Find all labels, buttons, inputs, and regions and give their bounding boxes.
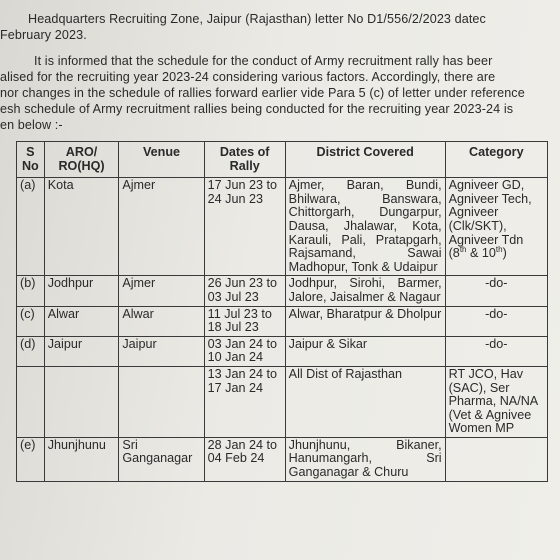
intro-line-2: February 2023. [0,28,87,42]
cell-category: -do- [445,306,547,336]
cell-aro: Kota [44,178,119,276]
cell-aro [44,366,119,437]
cell-aro: Jaipur [44,336,119,366]
cell-sno: (a) [17,178,45,276]
intro-line-1: Headquarters Recruiting Zone, Jaipur (Rajasthan) letter No D1/556/2/2023 datec [28,12,486,26]
cell-category: RT JCO, Hav (SAC), Ser Pharma, NA/NA (Vet & Agnivee Women MP [445,366,547,437]
intro-line-3: It is informed that the schedule for the conduct of Army recruitment rally has beer [34,54,493,68]
cell-aro: Jhunjhunu [44,437,119,481]
table-row [17,178,548,276]
cell-district: Alwar, Bharatpur & Dholpur [285,306,445,336]
cell-district: Ajmer, Baran, Bundi, Bhilwara, Banswara, Chittorgarh, Dungarpur, Dausa, Jhalawar, Kota, Karauli, Pali, Pratapgarh, Rajsamand, Sawai Madhopur, Tonk & Udaipur [285,178,445,276]
cell-venue: Jaipur [119,336,204,366]
table-header-row [17,142,548,178]
intro-line-6: esh schedule of Army recruitment rallies being conducted for the recruiting year 2023-24 is [0,102,514,116]
cell-category: -do- [445,336,547,366]
cell-dates: 17 Jun 23 to 24 Jun 23 [204,178,285,276]
table-row [17,437,548,481]
cell-sno [17,366,45,437]
intro-line-5: nor changes in the schedule of rallies forward earlier vide Para 5 (c) of letter under reference [0,86,525,100]
header-dates: Dates of Rally [204,142,285,178]
cell-dates: 26 Jun 23 to 03 Jul 23 [204,276,285,306]
table-row [17,336,548,366]
cell-category [445,178,547,276]
cell-district: Jhunjhunu, Bikaner, Hanumangarh, Sri Ganganagar & Churu [285,437,445,481]
table-row [17,366,548,437]
cell-sno: (c) [17,306,45,336]
header-sno: S No [17,142,45,178]
table-row [17,306,548,336]
cell-sno: (d) [17,336,45,366]
cell-sno: (b) [17,276,45,306]
header-aro: ARO/ RO(HQ) [44,142,119,178]
cell-dates: 28 Jan 24 to 04 Feb 24 [204,437,285,481]
cell-venue: Ajmer [119,178,204,276]
cell-dates: 03 Jan 24 to 10 Jan 24 [204,336,285,366]
cell-dates: 13 Jan 24 to 17 Jan 24 [204,366,285,437]
cell-venue: Sri Ganganagar [119,437,204,481]
cell-venue [119,366,204,437]
cell-aro: Jodhpur [44,276,119,306]
header-venue: Venue [119,142,204,178]
cell-category [445,437,547,481]
intro-line-7: en below :- [0,118,63,132]
cell-venue: Ajmer [119,276,204,306]
cell-district: All Dist of Rajasthan [285,366,445,437]
cell-venue: Alwar [119,306,204,336]
category-tdn-classes: (8th & 10th) [448,244,507,261]
category-text: Agniveer GD, Agniveer Tech, Agniveer (Clk/SKT), Agniveer Tdn [448,178,532,247]
header-category: Category [445,142,547,178]
header-district: District Covered [285,142,445,178]
cell-category: -do- [445,276,547,306]
rally-schedule-table [16,141,548,482]
cell-dates: 11 Jul 23 to 18 Jul 23 [204,306,285,336]
cell-sno: (e) [17,437,45,481]
cell-district: Jodhpur, Sirohi, Barmer, Jalore, Jaisalmer & Nagaur [285,276,445,306]
intro-line-4: alised for the recruiting year 2023-24 considering various factors. Accordingly, there are [0,70,496,84]
cell-district: Jaipur & Sikar [285,336,445,366]
cell-aro: Alwar [44,306,119,336]
table-row [17,276,548,306]
